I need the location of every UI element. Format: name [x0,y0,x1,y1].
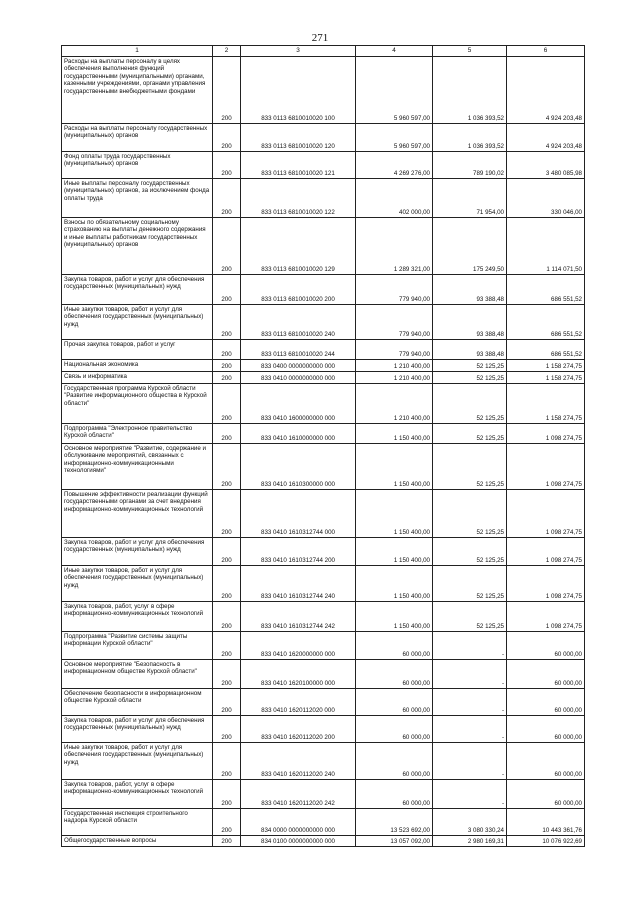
row-approved: 402 000,00 [356,179,433,218]
row-executed: 52 125,25 [433,538,507,566]
row-unexecuted: 4 924 203,48 [507,57,585,124]
row-executed: - [433,632,507,660]
row-budget-code: 833 0410 1610312744 242 [241,602,356,632]
table-row [62,384,585,424]
row-line-code: 200 [213,444,241,490]
row-unexecuted: 1 098 274,75 [507,444,585,490]
row-approved: 60 000,00 [356,780,433,809]
row-budget-code: 833 0410 1610312744 240 [241,566,356,602]
row-line-code: 200 [213,716,241,743]
table-row [62,809,585,836]
table-row [62,566,585,602]
row-name: Закупка товаров, работ, услуг в сфере информационно-коммуникационных технологий [62,780,213,809]
row-name: Основное мероприятие "Безопасность в информационном обществе Курской области" [62,660,213,689]
row-unexecuted: 1 098 274,75 [507,566,585,602]
row-budget-code: 833 0410 1600000000 000 [241,384,356,424]
row-unexecuted: 60 000,00 [507,660,585,689]
row-line-code: 200 [213,275,241,305]
row-name: Обеспечение безопасности в информационном обществе Курской области [62,689,213,716]
table-row [62,152,585,179]
row-approved: 1 150 400,00 [356,424,433,444]
row-name: Закупка товаров, работ и услуг для обеспечения государственных (муниципальных) нужд [62,275,213,305]
row-line-code: 200 [213,372,241,384]
table-row [62,743,585,780]
table-row [62,716,585,743]
row-budget-code: 833 0113 6810010020 200 [241,275,356,305]
row-unexecuted: 60 000,00 [507,716,585,743]
row-budget-code: 833 0113 6810010020 121 [241,152,356,179]
row-approved: 1 210 400,00 [356,360,433,372]
row-line-code: 200 [213,57,241,124]
row-unexecuted: 60 000,00 [507,743,585,780]
table-row [62,372,585,384]
table-row [62,689,585,716]
row-budget-code: 833 0113 6810010020 244 [241,340,356,360]
row-budget-code: 833 0400 0000000000 000 [241,360,356,372]
row-approved: 13 057 092,00 [356,836,433,847]
row-line-code: 200 [213,218,241,275]
row-executed: 1 036 393,52 [433,57,507,124]
row-unexecuted: 686 551,52 [507,340,585,360]
table-row [62,305,585,340]
row-executed: 789 190,02 [433,152,507,179]
row-budget-code: 833 0410 1610312744 200 [241,538,356,566]
table-row [62,490,585,538]
row-budget-code: 833 0410 1620112020 240 [241,743,356,780]
row-name: Расходы на выплаты персоналу в целях обеспечения выполнения функций государственными (муниципальными) органами, казенными учреждениями, органами управления государственными внебюджетными фондами [62,57,213,124]
row-line-code: 200 [213,836,241,847]
row-unexecuted: 686 551,52 [507,275,585,305]
row-budget-code: 834 0100 0000000000 000 [241,836,356,847]
row-unexecuted: 4 924 203,48 [507,124,585,152]
table-row [62,124,585,152]
row-line-code: 200 [213,384,241,424]
row-executed: 52 125,25 [433,444,507,490]
row-unexecuted: 3 480 085,98 [507,152,585,179]
row-line-code: 200 [213,538,241,566]
header-col-2: 2 [213,46,241,57]
row-approved: 13 523 692,00 [356,809,433,836]
row-executed: - [433,689,507,716]
row-line-code: 200 [213,179,241,218]
header-col-3: 3 [241,46,356,57]
row-unexecuted: 60 000,00 [507,780,585,809]
row-line-code: 200 [213,660,241,689]
row-unexecuted: 60 000,00 [507,632,585,660]
row-line-code: 200 [213,743,241,780]
row-line-code: 200 [213,566,241,602]
row-line-code: 200 [213,689,241,716]
row-name: Основное мероприятие "Развитие, содержание и обслуживание мероприятий, связанных с информационно-коммуникационными технологиями" [62,444,213,490]
row-executed: 71 954,00 [433,179,507,218]
row-budget-code: 833 0113 6810010020 129 [241,218,356,275]
row-approved: 1 289 321,00 [356,218,433,275]
row-executed: 1 036 393,52 [433,124,507,152]
row-unexecuted: 1 158 274,75 [507,372,585,384]
row-approved: 60 000,00 [356,660,433,689]
table-row [62,836,585,847]
row-line-code: 200 [213,340,241,360]
row-unexecuted: 1 114 071,50 [507,218,585,275]
row-budget-code: 833 0410 1620112020 242 [241,780,356,809]
row-name: Повышение эффективности реализации функций государственными органами за счет внедрения информационно-коммуникационных технологий [62,490,213,538]
table-row [62,57,585,124]
table-row [62,179,585,218]
row-name: Закупка товаров, работ и услуг для обеспечения государственных (муниципальных) нужд [62,716,213,743]
row-executed: 52 125,25 [433,424,507,444]
row-line-code: 200 [213,632,241,660]
table-row [62,602,585,632]
row-name: Фонд оплаты труда государственных (муниципальных) органов [62,152,213,179]
table-row [62,538,585,566]
table-row [62,780,585,809]
row-budget-code: 833 0410 1610312744 000 [241,490,356,538]
row-approved: 1 150 400,00 [356,444,433,490]
row-name: Иные выплаты персоналу государственных (муниципальных) органов, за исключением фонда оплаты труда [62,179,213,218]
budget-table [61,45,585,847]
row-budget-code: 833 0410 1620112020 200 [241,716,356,743]
row-line-code: 200 [213,305,241,340]
row-executed: 93 388,48 [433,275,507,305]
row-budget-code: 833 0113 6810010020 240 [241,305,356,340]
row-executed: - [433,780,507,809]
row-name: Национальная экономика [62,360,213,372]
row-budget-code: 833 0113 6810010020 100 [241,57,356,124]
row-name: Связь и информатика [62,372,213,384]
row-unexecuted: 10 443 361,76 [507,809,585,836]
table-row [62,444,585,490]
row-approved: 60 000,00 [356,716,433,743]
row-executed: 3 080 330,24 [433,809,507,836]
row-budget-code: 833 0410 1620100000 000 [241,660,356,689]
row-line-code: 200 [213,809,241,836]
header-row [62,46,585,57]
row-name: Иные закупки товаров, работ и услуг для обеспечения государственных (муниципальных) нужд [62,566,213,602]
header-col-6: 6 [507,46,585,57]
table-row [62,340,585,360]
page-number: 271 [311,32,329,44]
row-budget-code: 833 0410 1610000000 000 [241,424,356,444]
row-unexecuted: 1 098 274,75 [507,602,585,632]
row-name: Общегосударственные вопросы [62,836,213,847]
row-approved: 779 940,00 [356,340,433,360]
header-col-1: 1 [62,46,213,57]
header-col-5: 5 [433,46,507,57]
row-unexecuted: 1 098 274,75 [507,490,585,538]
row-approved: 779 940,00 [356,275,433,305]
row-name: Прочая закупка товаров, работ и услуг [62,340,213,360]
row-line-code: 200 [213,424,241,444]
row-name: Государственная инспекция строительного надзора Курской области [62,809,213,836]
row-name: Иные закупки товаров, работ и услуг для обеспечения государственных (муниципальных) нужд [62,743,213,780]
row-executed: 52 125,25 [433,566,507,602]
row-budget-code: 833 0410 0000000000 000 [241,372,356,384]
row-line-code: 200 [213,602,241,632]
row-line-code: 200 [213,124,241,152]
row-executed: - [433,716,507,743]
row-line-code: 200 [213,490,241,538]
row-approved: 1 210 400,00 [356,384,433,424]
row-budget-code: 833 0113 6810010020 120 [241,124,356,152]
table-row [62,218,585,275]
row-unexecuted: 10 076 922,69 [507,836,585,847]
row-line-code: 200 [213,360,241,372]
row-approved: 779 940,00 [356,305,433,340]
row-line-code: 200 [213,780,241,809]
table-row [62,360,585,372]
row-name: Государственная программа Курской области "Развитие информационного общества в Курской области" [62,384,213,424]
row-unexecuted: 1 098 274,75 [507,424,585,444]
row-approved: 1 150 400,00 [356,566,433,602]
row-approved: 60 000,00 [356,689,433,716]
row-name: Закупка товаров, работ и услуг для обеспечения государственных (муниципальных) нужд [62,538,213,566]
row-name: Закупка товаров, работ, услуг в сфере информационно-коммуникационных технологий [62,602,213,632]
row-budget-code: 834 0000 0000000000 000 [241,809,356,836]
row-approved: 1 150 400,00 [356,602,433,632]
header-col-4: 4 [356,46,433,57]
row-budget-code: 833 0410 1620000000 000 [241,632,356,660]
row-approved: 1 150 400,00 [356,538,433,566]
row-unexecuted: 1 158 274,75 [507,384,585,424]
table-row [62,660,585,689]
row-approved: 60 000,00 [356,743,433,780]
row-name: Расходы на выплаты персоналу государственных (муниципальных) органов [62,124,213,152]
row-approved: 5 960 597,00 [356,57,433,124]
row-executed: 52 125,25 [433,602,507,632]
table-row [62,632,585,660]
table-row [62,424,585,444]
row-budget-code: 833 0410 1610300000 000 [241,444,356,490]
row-name: Взносы по обязательному социальному страхованию на выплаты денежного содержания и иные выплаты работникам государственных (муниципальных) органов [62,218,213,275]
row-unexecuted: 686 551,52 [507,305,585,340]
row-executed: 2 980 169,31 [433,836,507,847]
row-approved: 1 210 400,00 [356,372,433,384]
row-executed: 93 388,48 [433,305,507,340]
row-executed: 52 125,25 [433,384,507,424]
row-executed: 52 125,25 [433,360,507,372]
row-executed: - [433,660,507,689]
row-unexecuted: 330 046,00 [507,179,585,218]
row-name: Иные закупки товаров, работ и услуг для обеспечения государственных (муниципальных) нужд [62,305,213,340]
row-line-code: 200 [213,152,241,179]
row-executed: 175 249,50 [433,218,507,275]
row-name: Подпрограмма "Развитие системы защиты информации Курской области" [62,632,213,660]
row-unexecuted: 1 158 274,75 [507,360,585,372]
row-name: Подпрограмма "Электронное правительство Курской области" [62,424,213,444]
row-approved: 5 960 597,00 [356,124,433,152]
row-executed: 52 125,25 [433,490,507,538]
row-approved: 60 000,00 [356,632,433,660]
row-unexecuted: 60 000,00 [507,689,585,716]
row-executed: - [433,743,507,780]
row-executed: 52 125,25 [433,372,507,384]
row-budget-code: 833 0113 6810010020 122 [241,179,356,218]
row-executed: 93 388,48 [433,340,507,360]
row-approved: 1 150 400,00 [356,490,433,538]
table-row [62,275,585,305]
row-unexecuted: 1 098 274,75 [507,538,585,566]
row-approved: 4 269 276,00 [356,152,433,179]
row-budget-code: 833 0410 1620112020 000 [241,689,356,716]
